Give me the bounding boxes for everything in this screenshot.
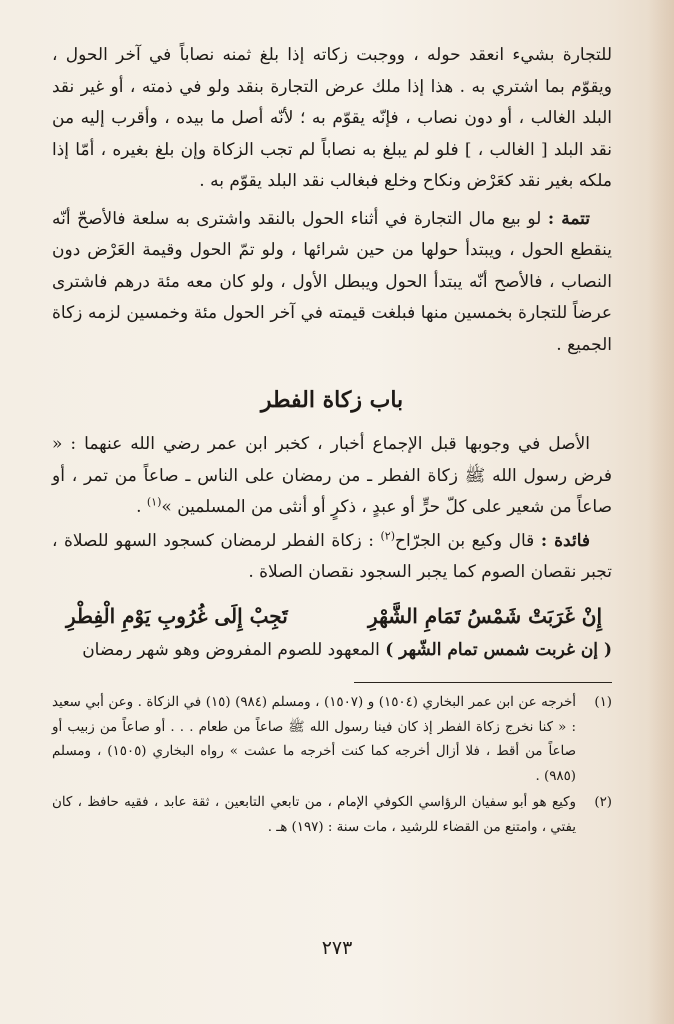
page-number: ٢٧٣ xyxy=(321,937,353,959)
page-content xyxy=(52,40,612,842)
origin-paragraph xyxy=(52,429,612,524)
footnote-ref-1: (١) xyxy=(146,495,162,509)
footnote-ref-2: (٢) xyxy=(380,528,395,542)
page-gutter-shadow xyxy=(648,0,674,1024)
faida-text-part-2: : زكاة الفطر لرمضان كسجود السهو للصلاة ، تجبر نقصان الصوم كما يجبر السجود نقصان الصلاة . xyxy=(52,530,612,582)
commentary-text: المعهود للصوم المفروض وهو شهر رمضان xyxy=(82,639,386,660)
faida-text-part-1: قال وكيع بن الجرّاح xyxy=(395,530,541,551)
footnote-1-text: أخرجه عن ابن عمر البخاري (١٥٠٤) و (١٥٠٧) ، ومسلم (٩٨٤) (١٥) في الزكاة . وعن أبي سعيد : « كنا نخرج زكاة الفطر إذ كان فينا رسول الله ﷺ صاعاً من طعام . . . أو صاعاً من زبيب أو صاعاً من أقط ، فلا أزال أخرجه كما كنت أخرجه ما عشت » رواه البخاري (١٥٠٥) ، ومسلم (٩٨٥) . xyxy=(52,695,576,784)
footnote-2-text: وكيع هو أبو سفيان الرؤاسي الكوفي الإمام ، من تابعي التابعين ، ثقة عابد ، فقيه حافظ ، كان يفتي ، وامتنع من القضاء للرشيد ، مات سنة : (١٩٧) هـ . xyxy=(52,795,576,835)
verse-commentary xyxy=(52,635,612,667)
footnotes-section xyxy=(52,691,612,840)
footnote-separator xyxy=(354,682,612,683)
verse-first-hemistich: إِنْ غَرَبَتْ شَمْسُ تَمَامِ الشَّهْرِ xyxy=(368,603,602,628)
origin-text: الأصل في وجوبها قبل الإجماع أخبار ، كخبر ابن عمر رضي الله عنهما : « فرض رسول الله ﷺ زكاة الفطر ـ من رمضان على الناس ـ صاعاً من تمر ، أو صاعاً من شعير على كلّ حرٍّ أو عبدٍ ، ذكرٍ أو أنثى من المسلمين » xyxy=(52,434,612,517)
tatimma-label: تتمة : xyxy=(547,208,591,229)
poem-verse xyxy=(52,599,612,633)
faida-paragraph xyxy=(52,526,612,589)
footnote-1-number: (١) xyxy=(594,695,612,710)
verse-second-hemistich: تَجِبْ إِلَى غُرُوبِ يَوْمِ الْفِطْرِ xyxy=(66,603,288,628)
tatimma-paragraph xyxy=(52,204,612,362)
footnote-2-number: (٢) xyxy=(594,795,612,810)
chapter-title: باب زكاة الفطر xyxy=(260,387,404,413)
footnote-1 xyxy=(52,691,612,789)
tatimma-text: لو بيع مال التجارة في أثناء الحول بالنقد واشترى به سلعة فالأصحّ أنّه ينقطع الحول ، ويبتدأ حولها من حين شرائها ، ولو تمّ الحول وقيمة العَرْض دون النصاب ، فالأصح أنّه يبتدأ الحول ويبطل الأول ، ولو كان معه مئة درهم فاشترى عرضاً للتجارة بخمسين منها فبلغت قيمته في آخر الحول مئة وخمسين لزمه زكاة الجميع . xyxy=(52,208,612,355)
footnote-2 xyxy=(52,791,612,840)
body-paragraph-trade-goods: للتجارة بشيء انعقد حوله ، ووجبت زكاته إذا بلغ ثمنه نصاباً في آخر الحول ، ويقوّم بما اشتري به . هذا إذا ملك عرض التجارة بنقد ولو في ذمته ، أو غير نقد البلد الغالب ، أو دون نصاب ، فإنّه يقوّم به ؛ لأنّه أصل ما بيده ، وأقرب إليه من نقد البلد [ الغالب ، ] فلو لم يبلغ به نصاباً لم تجب الزكاة وإن بلغ بغيره ، أمّا إذا ملكه بغير نقد كعَرْض ونكاح وخلع فبغالب نقد البلد يقوّم به . xyxy=(52,45,612,191)
faida-label: فائدة : xyxy=(540,530,590,551)
commentary-quote: ( إن غربت شمس تمام الشّهر ) xyxy=(385,639,612,660)
origin-period: . xyxy=(136,497,147,517)
